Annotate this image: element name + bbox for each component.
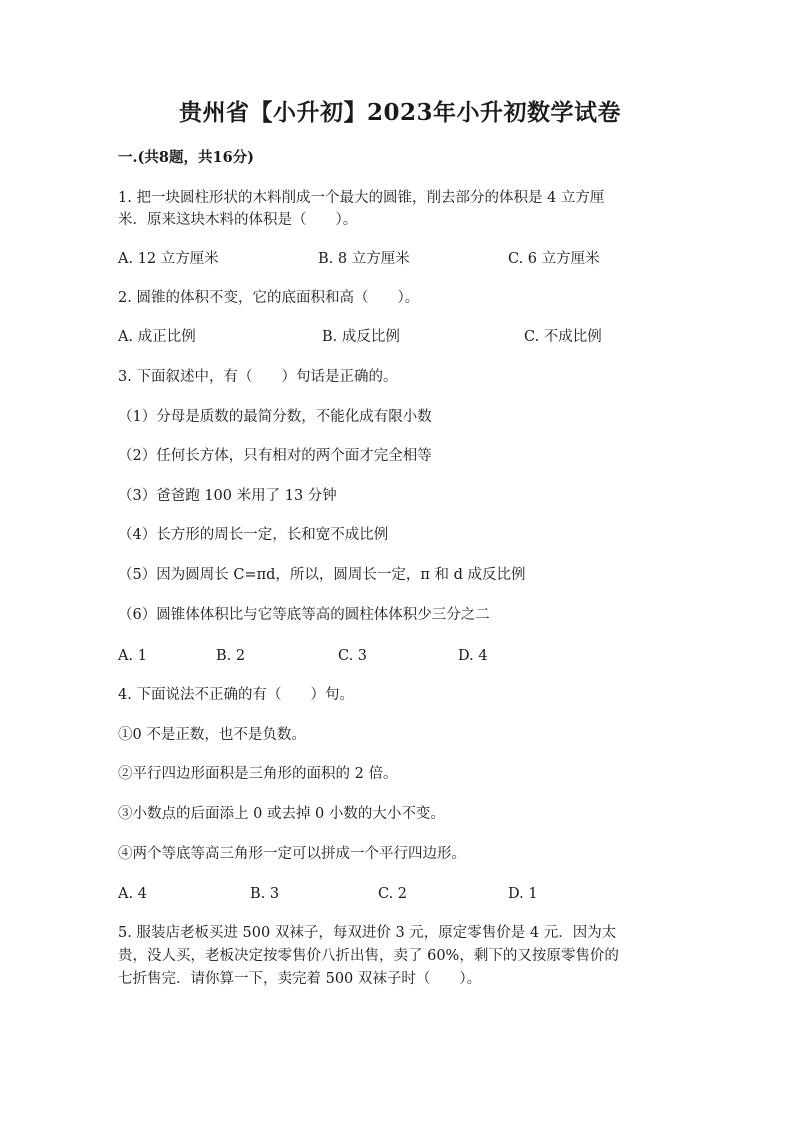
q2-option-b: B. 成反比例 bbox=[322, 329, 400, 345]
q4-statement-3: ③小数点的后面添上 0 或去掉 0 小数的大小不变。 bbox=[118, 806, 445, 822]
q4-line-1: 4. 下面说法不正确的有（ ）句。 bbox=[118, 687, 354, 703]
q5-line-2: 贵，没人买，老板决定按零售价八折出售，卖了 60%，剩下的又按原零售价的 bbox=[118, 948, 619, 964]
q3-option-c: C. 3 bbox=[338, 648, 368, 664]
q5-line-1: 5. 服装店老板买进 500 双袜子，每双进价 3 元，原定零售价是 4 元．因为太 bbox=[118, 925, 617, 941]
q3-option-d: D. 4 bbox=[458, 648, 488, 664]
q3-option-a: A. 1 bbox=[118, 648, 147, 664]
q2-option-a: A. 成正比例 bbox=[118, 329, 196, 345]
q3-statement-3: （3）爸爸跑 100 米用了 13 分钟 bbox=[118, 488, 337, 504]
q3-statement-6: （6）圆锥体体积比与它等底等高的圆柱体体积少三分之二 bbox=[118, 607, 490, 623]
q2-line-1: 2. 圆锥的体积不变，它的底面积和高（ ）。 bbox=[118, 290, 420, 306]
section-heading: 一.(共8题，共16分) bbox=[118, 149, 255, 166]
q1-line-1: 1. 把一块圆柱形状的木料削成一个最大的圆锥，削去部分的体积是 4 立方厘 bbox=[118, 190, 605, 206]
q3-statement-1: （1）分母是质数的最简分数，不能化成有限小数 bbox=[118, 409, 432, 425]
q1-line-2: 米．原来这块木料的体积是（ ）。 bbox=[118, 212, 358, 228]
q4-option-c: C. 2 bbox=[378, 886, 408, 902]
q1-option-c: C. 6 立方厘米 bbox=[508, 251, 600, 267]
q3-statement-2: （2）任何长方体，只有相对的两个面才完全相等 bbox=[118, 448, 432, 464]
q4-statement-4: ④两个等底等高三角形一定可以拼成一个平行四边形。 bbox=[118, 846, 466, 862]
q1-option-a: A. 12 立方厘米 bbox=[118, 251, 219, 267]
exam-title: 贵州省【小升初】2023年小升初数学试卷 bbox=[178, 99, 621, 126]
q4-option-a: A. 4 bbox=[118, 886, 147, 902]
q4-statement-1: ①0 不是正数，也不是负数。 bbox=[118, 727, 306, 743]
q3-statement-4: （4）长方形的周长一定，长和宽不成比例 bbox=[118, 527, 389, 543]
q4-option-b: B. 3 bbox=[250, 886, 280, 902]
q4-option-d: D. 1 bbox=[508, 886, 538, 902]
q4-statement-2: ②平行四边形面积是三角形的面积的 2 倍。 bbox=[118, 766, 398, 782]
q3-line-1: 3. 下面叙述中，有（ ）句话是正确的。 bbox=[118, 369, 398, 385]
q5-line-3: 七折售完．请你算一下，卖完着 500 双袜子时（ ）。 bbox=[118, 971, 482, 987]
q3-statement-5: （5）因为圆周长 C=πd，所以，圆周长一定，π 和 d 成反比例 bbox=[118, 567, 526, 583]
q1-option-b: B. 8 立方厘米 bbox=[318, 251, 410, 267]
q2-option-c: C. 不成比例 bbox=[524, 329, 602, 345]
q3-option-b: B. 2 bbox=[216, 648, 246, 664]
